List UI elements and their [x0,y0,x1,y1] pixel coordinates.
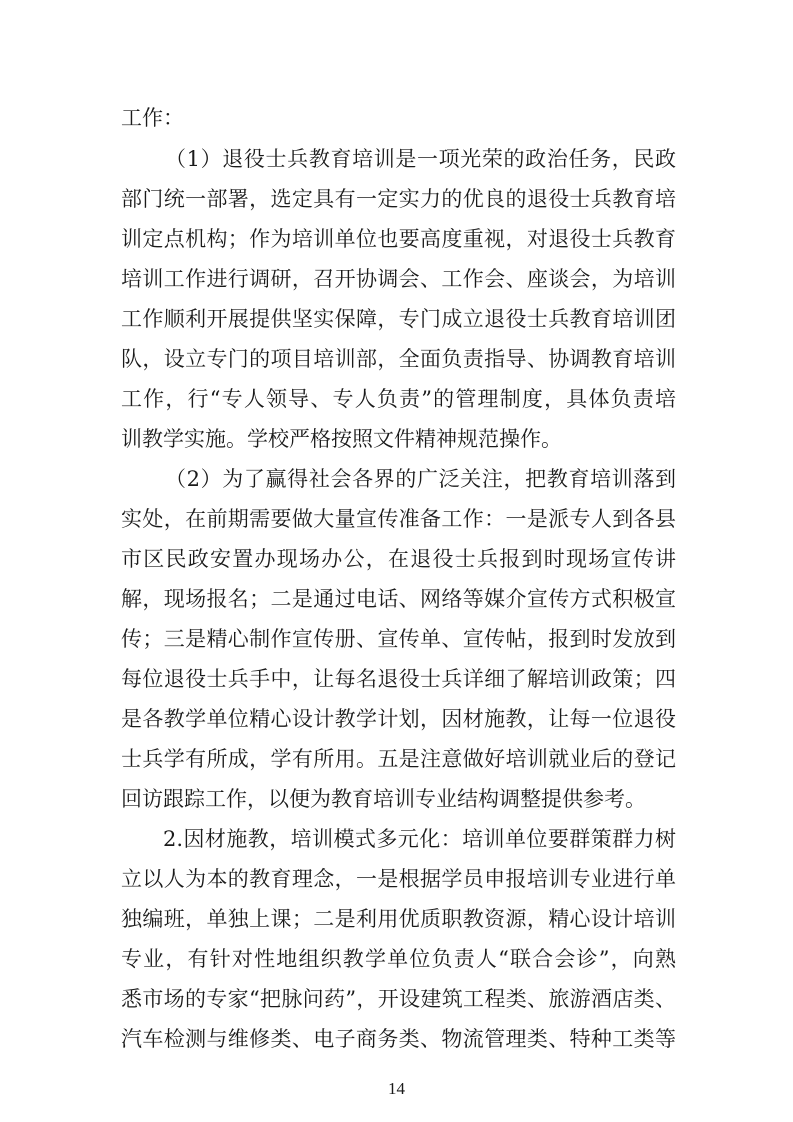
text-line: 专业，有针对性地组织教学单位负责人“联合会诊”，向熟 [121,947,676,971]
text-line: 解，现场报名；二是通过电话、网络等媒介宣传方式积极宣 [121,587,676,611]
text-line: 培训工作进行调研，召开协调会、工作会、座谈会，为培训 [121,267,676,291]
text-line: 是各教学单位精心设计教学计划，因材施教，让每一位退役 [121,707,676,731]
text-line: 悉市场的专家“把脉问药”，开设建筑工程类、旅游酒店类、 [121,987,676,1011]
text-line: 训定点机构；作为培训单位也要高度重视，对退役士兵教育 [121,227,676,251]
text-line: 实处，在前期需要做大量宣传准备工作：一是派专人到各县 [121,507,676,531]
text-line: 工作顺利开展提供坚实保障，专门成立退役士兵教育培训团 [121,307,676,331]
text-line: 工作： [121,106,184,130]
text-line: 独编班，单独上课；二是利用优质职教资源，精心设计培训 [121,907,676,931]
text-line: 市区民政安置办现场办公，在退役士兵报到时现场宣传讲 [121,547,676,571]
text-line: 士兵学有所成，学有所用。五是注意做好培训就业后的登记 [121,747,676,771]
text-line: 部门统一部署，选定具有一定实力的优良的退役士兵教育培 [121,187,676,211]
text-line: 工作，行“专人领导、专人负责”的管理制度，具体负责培 [121,387,676,411]
text-line: 训教学实施。学校严格按照文件精神规范操作。 [121,427,562,451]
paragraph-first-line: （1）退役士兵教育培训是一项光荣的政治任务，民政 [165,147,676,171]
text-line: 立以人为本的教育理念，一是根据学员申报培训专业进行单 [121,867,676,891]
text-line: 队，设立专门的项目培训部，全面负责指导、协调教育培训 [121,347,676,371]
page-number: 14 [388,1079,405,1098]
text-line: 汽车检测与维修类、电子商务类、物流管理类、特种工类等 [121,1027,676,1051]
paragraph-first-line: 2.因材施教，培训模式多元化：培训单位要群策群力树 [163,827,676,851]
text-line: 回访跟踪工作，以便为教育培训专业结构调整提供参考。 [121,787,646,811]
paragraph-first-line: （2）为了赢得社会各界的广泛关注，把教育培训落到 [165,467,676,491]
text-line: 传；三是精心制作宣传册、宣传单、宣传帖，报到时发放到 [121,627,676,651]
text-line: 每位退役士兵手中，让每名退役士兵详细了解培训政策；四 [121,667,676,691]
